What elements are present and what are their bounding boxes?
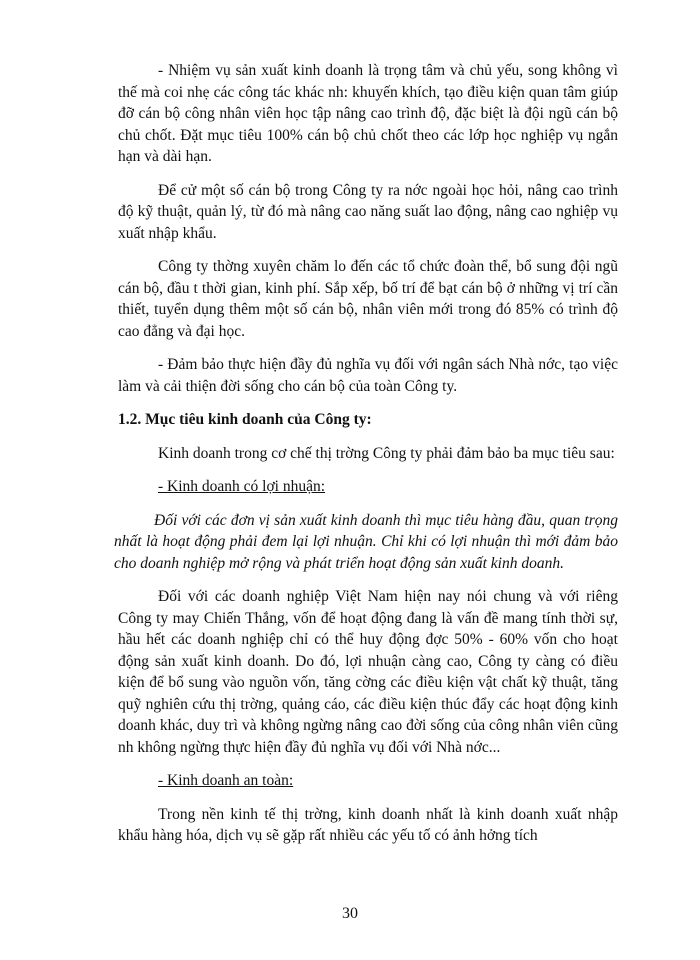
paragraph-market-economy: Trong nền kinh tế thị trờng, kinh doanh nhất là kinh doanh xuất nhập khẩu hàng hóa, dịch vụ sẽ gặp rất nhiều các yếu tố có ảnh hởng tích	[118, 805, 618, 844]
paragraph-three-goals: Kinh doanh trong cơ chế thị trờng Công ty phải đảm bảo ba mục tiêu sau:	[158, 444, 615, 462]
page-number: 30	[342, 905, 358, 922]
subheading-safe-business: - Kinh doanh an toàn:	[158, 772, 294, 789]
page-body	[114, 60, 618, 857]
paragraph-tasks: - Nhiệm vụ sản xuất kinh doanh là trọng tâm và chủ yếu, song không vì thế mà coi nhẹ các công tác khác nh: khuyến khích, tạo điều kiện quan tâm giúp đỡ cán bộ công nhân viên học tập nâng cao trình độ, đặc biệt là đội ngũ cán bộ chủ chốt. Đặt mục tiêu 100% cán bộ chủ chốt theo các lớp học nghiệp vụ ngắn hạn và dài hạn.	[118, 62, 618, 165]
paragraph-training-abroad: Để cử một số cán bộ trong Công ty ra nớc ngoài học hỏi, nâng cao trình độ kỹ thuật, quản lý, từ đó mà nâng cao năng suất lao động, nâng cao nghiệp vụ xuất nhập khẩu.	[118, 181, 618, 242]
paragraph-staff-care: Công ty thờng xuyên chăm lo đến các tổ chức đoàn thể, bổ sung đội ngũ cán bộ, đầu t thời gian, kinh phí. Sắp xếp, bố trí để bạt cán bộ ở những vị trí cần thiết, tuyển dụng thêm một số cán bộ, nhân viên mới trong đó 85% có trình độ cao đẳng và đại học.	[118, 258, 618, 340]
paragraph-vietnam-enterprises: Đối với các doanh nghiệp Việt Nam hiện nay nói chung và với riêng Công ty may Chiến Thắng, vốn để hoạt động đang là vấn đề mang tính thời sự, hầu hết các doanh nghiệp chỉ có thể huy động đợc 50% - 60% vốn cho hoạt động sản xuất kinh doanh. Do đó, lợi nhuận càng cao, Công ty càng có điều kiện để bổ sung vào nguồn vốn, tăng cờng các điều kiện vật chất kỹ thuật, tăng quỹ nghiên cứu thị trờng, quảng cáo, các điều kiện thúc đẩy các hoạt động kinh doanh khác, duy trì và không ngừng nâng cao đời sống của công nhân viên cũng nh không ngừng thực hiện đầy đủ nghĩa vụ đối với Nhà nớc...	[118, 588, 618, 756]
paragraph-profit-italic: Đối với các đơn vị sản xuất kinh doanh thì mục tiêu hàng đầu, quan trọng nhất là hoạt động phải đem lại lợi nhuận. Chỉ khi có lợi nhuận thì mới đảm bảo cho doanh nghiệp mở rộng và phát triển hoạt động sản xuất kinh doanh.	[114, 511, 618, 572]
paragraph-state-obligations: - Đảm bảo thực hiện đầy đủ nghĩa vụ đối với ngân sách Nhà nớc, tạo việc làm và cải thiện đời sống cho cán bộ của toàn Công ty.	[118, 356, 618, 395]
subheading-profit: - Kinh doanh có lợi nhuận:	[158, 478, 326, 495]
section-heading: 1.2. Mục tiêu kinh doanh của Công ty:	[118, 411, 372, 428]
